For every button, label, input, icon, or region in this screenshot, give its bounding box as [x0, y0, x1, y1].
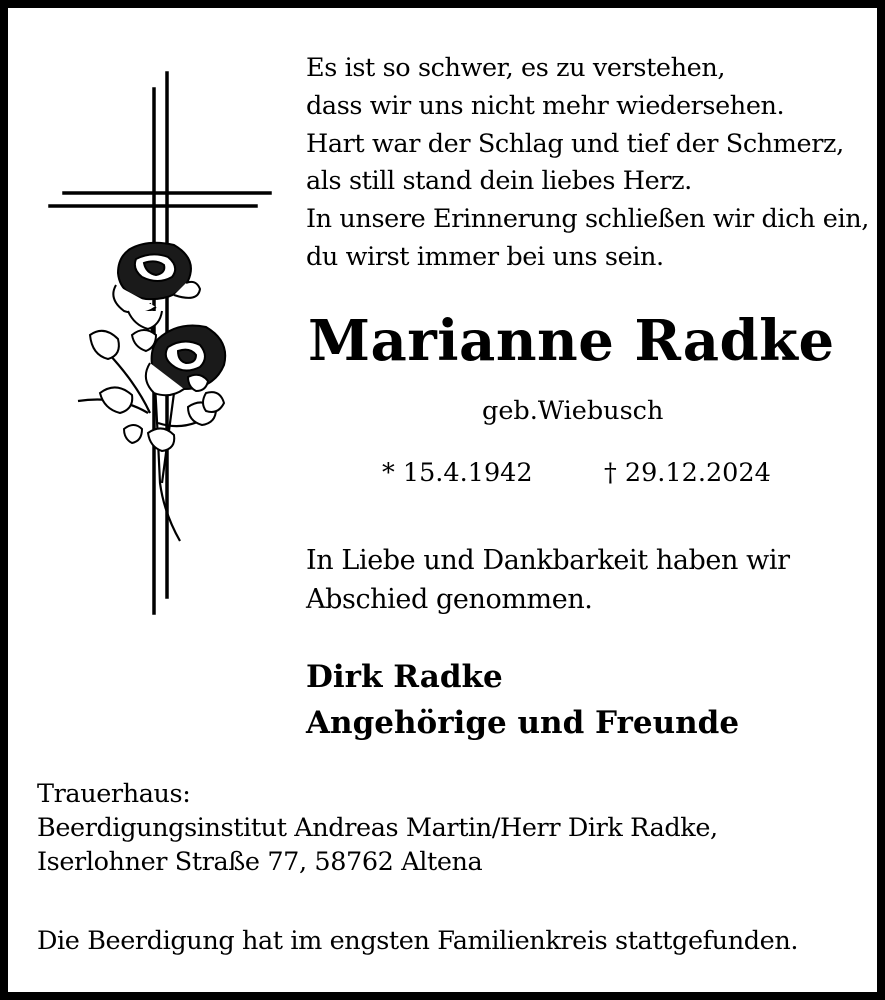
poem — [306, 50, 869, 277]
poem-line: Hart war der Schlag und tief der Schmerz, — [306, 128, 844, 159]
death-date: † 29.12.2024 — [604, 458, 771, 488]
poem-line: dass wir uns nicht mehr wiedersehen. — [306, 90, 785, 121]
funeral-note: Die Beerdigung hat im engsten Familienkreis stattgefunden. — [37, 926, 799, 956]
deceased-name: Marianne Radke — [308, 308, 835, 374]
mourner-line: Dirk Radke — [306, 659, 503, 695]
maiden-name: geb.Wiebusch — [482, 396, 664, 426]
farewell-text — [306, 541, 790, 619]
house-line: Beerdigungsinstitut Andreas Martin/Herr Dirk Radke, — [37, 813, 718, 843]
farewell-line: In Liebe und Dankbarkeit haben wir — [306, 545, 790, 576]
house-address: Iserlohner Straße 77, 58762 Altena — [37, 847, 483, 877]
cross-with-roses-icon — [38, 63, 278, 623]
birth-date: * 15.4.1942 — [382, 458, 533, 488]
poem-line: als still stand dein liebes Herz. — [306, 166, 692, 197]
poem-line: du wirst immer bei uns sein. — [306, 241, 664, 272]
mourner-line: Angehörige und Freunde — [306, 705, 740, 741]
poem-line: Es ist so schwer, es zu verstehen, — [306, 53, 726, 83]
poem-line: In unsere Erinnerung schließen wir dich ein, — [306, 204, 869, 235]
house-heading: Trauerhaus: — [37, 779, 191, 809]
mourning-house — [37, 777, 718, 879]
farewell-line: Abschied genommen. — [306, 584, 593, 615]
mourners — [306, 654, 739, 746]
